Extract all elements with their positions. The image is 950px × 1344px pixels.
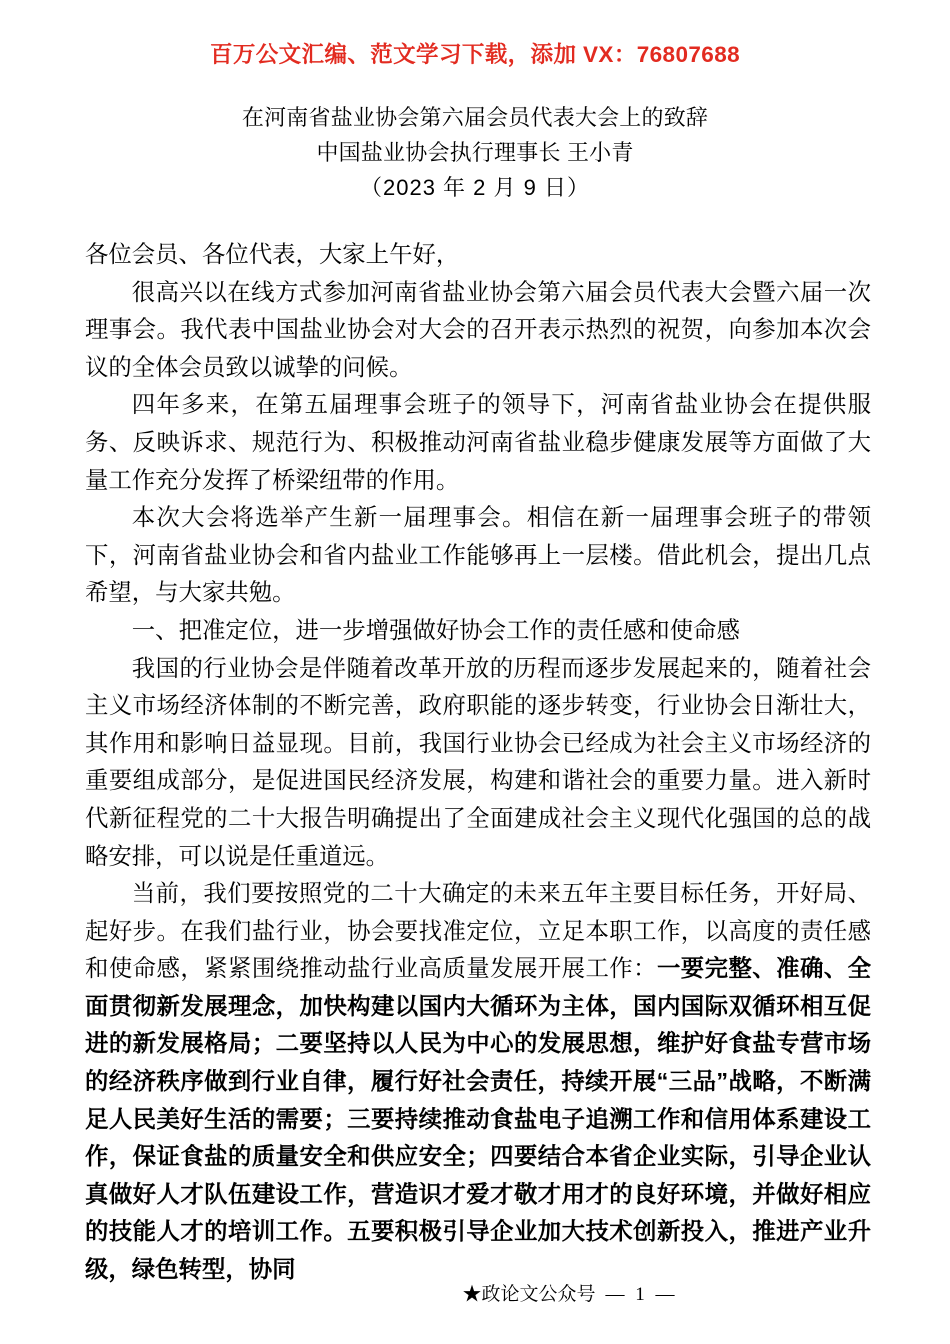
footer-page-number: — 1 — (605, 1284, 678, 1305)
body-paragraph-1: 很高兴以在线方式参加河南省盐业协会第六届会员代表大会暨六届一次理事会。我代表中国盐业协会对大会的召开表示热烈的祝贺，向参加本次会议的全体会员致以诚挚的问候。 (85, 278, 871, 380)
footer-watermark: ★政论文公众号 (462, 1284, 596, 1305)
document-byline: 中国盐业协会执行理事长 王小青 (316, 140, 634, 165)
page-footer (0, 1283, 950, 1307)
body-paragraph-4: 我国的行业协会是伴随着改革开放的历程而逐步发展起来的，随着社会主义市场经济体制的不断完善，政府职能的逐步转变，行业协会日渐壮大，其作用和影响日益显现。目前，我国行业协会已经成为社会主义市场经济的重要组成部分，是促进国民经济发展，构建和谐社会的重要力量。进入新时代新征程党的二十大报告明确提出了全面建成社会主义现代化强国的总的战略安排，可以说是任重道远。 (85, 654, 871, 869)
footer-inner (272, 1283, 677, 1307)
body-paragraph-5 (85, 875, 871, 1289)
body-paragraph-2: 四年多来，在第五届理事会班子的领导下，河南省盐业协会在提供服务、反映诉求、规范行为、积极推动河南省盐业稳步健康发展等方面做了大量工作充分发挥了桥梁纽带的作用。 (85, 391, 871, 493)
section-heading-1: 一、把准定位，进一步增强做好协会工作的责任感和使命感 (131, 616, 740, 643)
document-body (85, 236, 871, 1289)
title-block (0, 100, 950, 205)
document-title: 在河南省盐业协会第六届会员代表大会上的致辞 (241, 105, 709, 130)
promo-banner: 百万公文汇编、范文学习下载，添加 VX：76807688 (209, 42, 741, 67)
body-paragraph-5-bold-run: 一要完整、准确、全面贯彻新发展理念，加快构建以国内大循环为主体，国内国际双循环相互促进的新发展格局；二要坚持以人民为中心的发展思想，维护好食盐专营市场的经济秩序做到行业自律，履行好社会责任，持续开展“三品”战略，不断满足人民美好生活的需要；三要持续推动食盐电子追溯工作和信用体系建设工作，保证食盐的质量安全和供应安全；四要结合本省企业实际，引导企业认真做好人才队伍建设工作，营造识才爱才敬才用才的良好环境，并做好相应的技能人才的培训工作。五要积极引导企业加大技术创新投入，推进产业升级，绿色转型，协同 (85, 955, 872, 1283)
document-date: （2023 年 2 月 9 日） (360, 175, 590, 200)
body-paragraph-5-normal-run: 当前，我们要按照党的二十大确定的未来五年主要目标任务，开好局、起好步。在我们盐行业，协会要找准定位，立足本职工作，以高度的责任感和使命感，紧紧围绕推动盐行业高质量发展开展工作： (85, 880, 871, 982)
salutation-paragraph: 各位会员、各位代表，大家上午好， (85, 241, 460, 267)
body-paragraph-3: 本次大会将选举产生新一届理事会。相信在新一届理事会班子的带领下，河南省盐业协会和省内盐业工作能够再上一层楼。借此机会，提出几点希望，与大家共勉。 (85, 504, 871, 606)
